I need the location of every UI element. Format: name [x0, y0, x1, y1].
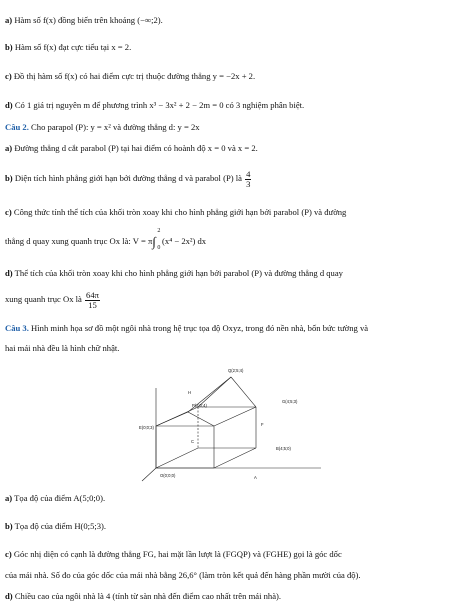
- item-2c-line1: c) Công thức tính thể tích của khối tròn xoay khi cho hình phẳng giới hạn bởi parabol (P) và đường: [5, 207, 347, 217]
- label-O: O(0;0;0): [160, 473, 176, 478]
- question-3-line1: Câu 3. Hình minh họa sơ đồ một ngôi nhà trong hệ trục tọa độ Oxyz, trong đó nền nhà, bốn bức tường và: [5, 323, 369, 333]
- fraction-64pi-15: $\frac{64\pi}{15}$: [86, 290, 99, 310]
- integral-sign: ∫ 2 0: [152, 228, 161, 251]
- roof-edge-fp: [188, 412, 214, 426]
- item-2a: a) Đường thẳng d cắt parabol (P) tại hai điểm có hoành độ x = 0 và x = 2.: [5, 143, 258, 153]
- label-G: G(4;5;3): [282, 399, 298, 404]
- item-1a: a) Hàm số f(x) đồng biến trên khoảng (−∞;2).: [5, 15, 163, 25]
- item-3a: a) Tọa độ của điểm A(5;0;0).: [5, 493, 106, 503]
- item-2b: b) Diện tích hình phẳng giới hạn bởi đường thẳng d và parabol (P) là $\frac{4}{3}$: [5, 169, 251, 189]
- label-B: B(4;5;0): [276, 446, 291, 451]
- item-2d-line2: xung quanh trục Ox là $\frac{64\pi}{15}$: [5, 290, 99, 310]
- question-2-heading: Câu 2. Cho parapol (P): y = x² và đường thẳng d: y = 2x: [5, 122, 200, 132]
- label-A: A: [254, 475, 257, 480]
- label-F: F: [261, 422, 264, 427]
- item-2d-line1: d) Thể tích của khối tròn xoay khi cho hình phẳng giới hạn bởi parabol (P) và đường thẳng d quay: [5, 268, 343, 278]
- item-3c-line1: c) Góc nhị diện có cạnh là đường thẳng FG, hai mặt lần lượt là (FGQP) và (FGHE) gọi là góc dốc: [5, 549, 342, 559]
- wall-top-fg: [214, 407, 256, 426]
- roof-edge-ep: [156, 412, 188, 426]
- fraction-4-3: $\frac{4}{3}$: [246, 169, 251, 189]
- item-3d: d) Chiều cao của ngôi nhà là 4 (tính từ sàn nhà đến điểm cao nhất trên mái nhà).: [5, 591, 282, 601]
- item-3c-line2: của mái nhà. Số đo của góc dốc của mái nhà bằng 26,6° (làm tròn kết quả đến hàng phần mười của độ).: [5, 570, 361, 580]
- item-1c: c) Đồ thị hàm số f(x) có hai điểm cực trị thuộc đường thẳng y = −2x + 2.: [5, 71, 256, 81]
- item-1b: b) Hàm số f(x) đạt cực tiểu tại x = 2.: [5, 42, 132, 52]
- question-3-line2: hai mái nhà đều là hình chữ nhật.: [5, 343, 120, 353]
- label-P: P(2;0;4): [192, 403, 207, 408]
- item-3b: b) Tọa độ của điểm H(0;5;3).: [5, 521, 107, 531]
- label-E: E(0;0;3): [139, 425, 154, 430]
- house-diagram: [136, 363, 326, 483]
- label-H: H: [188, 390, 192, 395]
- roof-edge-gq: [231, 377, 256, 407]
- item-1d: d) Có 1 giá trị nguyên m để phương trình x³ − 3x² + 2 − 2m = 0 có 3 nghiệm phân biệt.: [5, 100, 305, 110]
- house-diagram-svg: [136, 363, 326, 483]
- item-2c-line2: thẳng d quay xung quanh trục Ox là: V = π∫ 2 0 (x⁴ − 2x²) dx: [5, 228, 207, 251]
- label-Q: Q(2;5;4): [228, 368, 244, 373]
- house-floor: [156, 448, 256, 468]
- label-C: C: [191, 439, 195, 444]
- axis-x-line: [142, 468, 156, 481]
